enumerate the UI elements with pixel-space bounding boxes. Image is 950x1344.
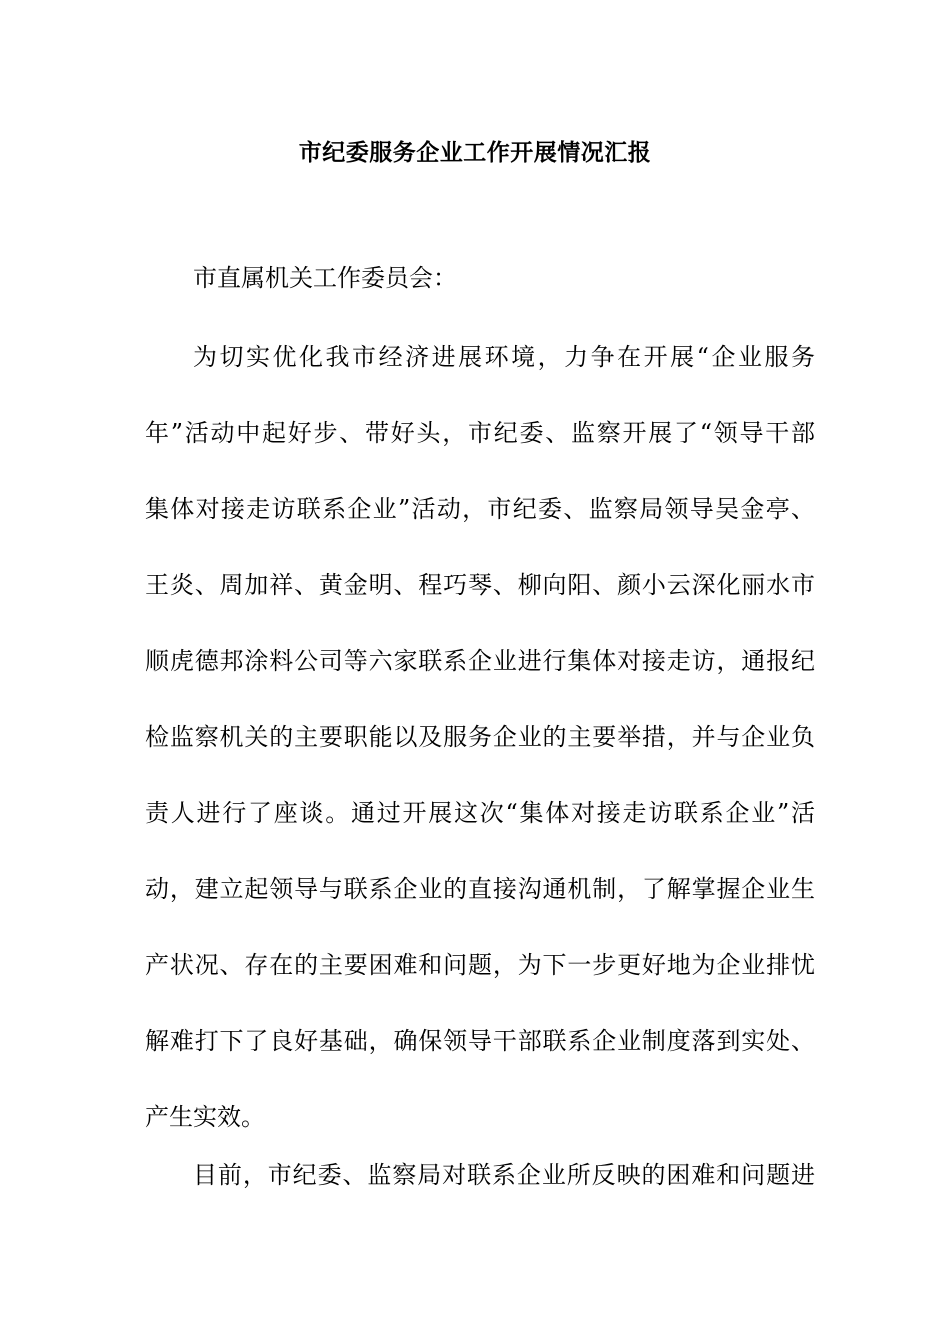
paragraph-line: 顺虎德邦涂料公司等六家联系企业进行集体对接走访，通报纪 (145, 647, 815, 675)
paragraph-line: 为切实优化我市经济进展环境，力争在开展“企业服务 (193, 343, 815, 371)
body-paragraph (145, 337, 815, 1173)
body-paragraph (145, 1155, 815, 1231)
paragraph-line: 检监察机关的主要职能以及服务企业的主要举措，并与企业负 (145, 723, 815, 751)
salutation: 市直属机关工作委员会： (193, 264, 457, 292)
paragraph-line: 年”活动中起好步、带好头，市纪委、监察开展了“领导干部 (145, 419, 815, 447)
paragraph-line: 目前，市纪委、监察局对联系企业所反映的困难和问题进 (193, 1161, 815, 1189)
paragraph-line: 动，建立起领导与联系企业的直接沟通机制，了解掌握企业生 (145, 875, 815, 903)
paragraph-line: 产状况、存在的主要困难和问题，为下一步更好地为企业排忧 (145, 951, 815, 979)
paragraph-line: 产生实效。 (145, 1103, 265, 1131)
document-title: 市纪委服务企业工作开展情况汇报 (298, 139, 652, 166)
paragraph-line: 责人进行了座谈。通过开展这次“集体对接走访联系企业”活 (145, 799, 815, 827)
paragraph-line: 王炎、周加祥、黄金明、程巧琴、柳向阳、颜小云深化丽水市 (145, 571, 815, 599)
paragraph-line: 集体对接走访联系企业”活动，市纪委、监察局领导吴金亭、 (145, 495, 815, 523)
paragraph-line: 解难打下了良好基础，确保领导干部联系企业制度落到实处、 (145, 1027, 815, 1055)
